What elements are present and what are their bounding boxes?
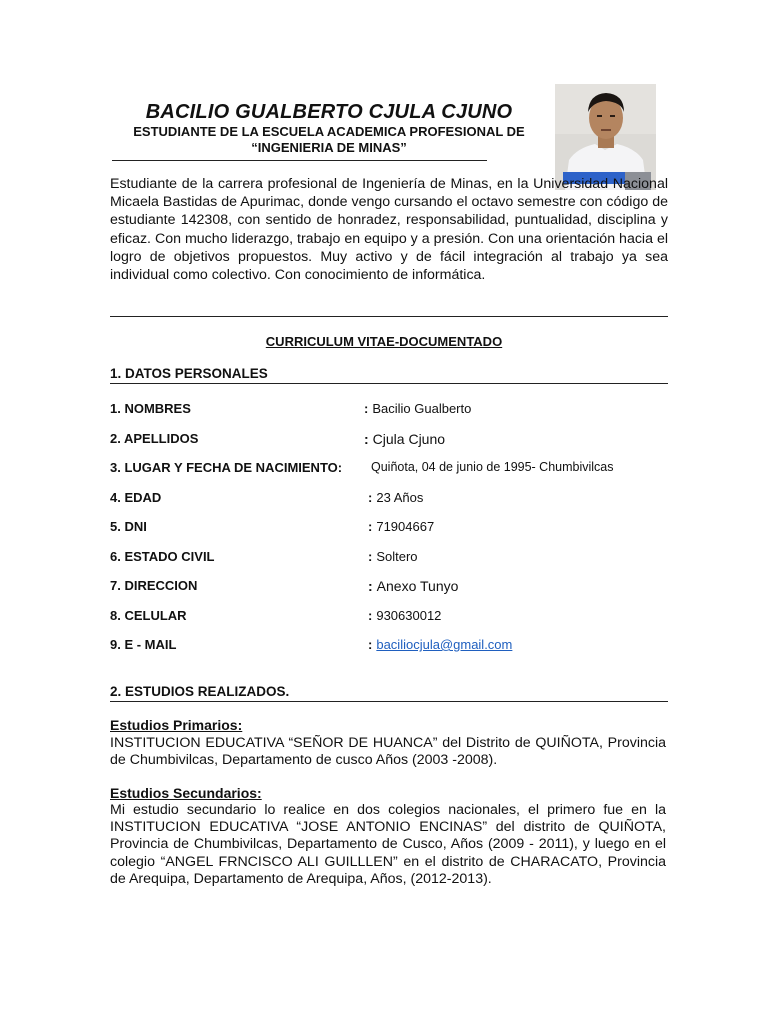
row-value: : 23 Años bbox=[368, 490, 424, 505]
personal-row-edad bbox=[110, 490, 670, 508]
email-link[interactable]: baciliocjula@gmail.com bbox=[376, 637, 513, 652]
primary-studies-heading: Estudios Primarios: bbox=[110, 717, 243, 733]
subtitle-line-2: “INGENIERIA DE MINAS” bbox=[251, 140, 407, 155]
personal-row-estado-civil bbox=[110, 549, 670, 567]
primary-studies-text: INSTITUCION EDUCATIVA “SEÑOR DE HUANCA” del Distrito de QUIÑOTA, Provincia de Chumbivilcas, Departamento de cusco Años (2003 -2008). bbox=[110, 735, 666, 769]
personal-row-apellidos bbox=[110, 431, 670, 449]
row-label: 3. LUGAR Y FECHA DE NACIMIENTO: bbox=[110, 460, 343, 475]
personal-row-nacimiento bbox=[110, 460, 670, 478]
row-label: 7. DIRECCION bbox=[110, 578, 198, 593]
row-value: : Bacilio Gualberto bbox=[364, 401, 472, 416]
candidate-subtitle bbox=[110, 124, 548, 156]
secondary-studies-text: Mi estudio secundario lo realice en dos colegios nacionales, el primero fue en la INSTITUCION EDUCATIVA “JOSE ANTONIO ENCINAS” del distrito de QUIÑOTA, Provincia de Chumbivilcas, Departamento de Cusco, Años (2009 - 2011), y luego en el colegio “ANGEL FRNCISCO ALI GUILLLEN” en el distrito de CHARACATO, Provincia de Arequipa, Departamento de Arequipa, Años, (2012-2013). bbox=[110, 802, 666, 887]
row-label: 5. DNI bbox=[110, 519, 147, 534]
secondary-studies-heading: Estudios Secundarios: bbox=[110, 785, 262, 801]
row-label: 6. ESTADO CIVIL bbox=[110, 549, 215, 564]
row-value: : 71904667 bbox=[368, 519, 435, 534]
row-label: 9. E - MAIL bbox=[110, 637, 177, 652]
row-value: : Soltero bbox=[368, 549, 418, 564]
cv-title: CURRICULUM VITAE-DOCUMENTADO bbox=[265, 334, 503, 349]
row-label: 2. APELLIDOS bbox=[110, 431, 199, 446]
personal-row-email bbox=[110, 637, 670, 655]
row-value: Quiñota, 04 de junio de 1995- Chumbivilcas bbox=[371, 460, 614, 474]
row-value: : 930630012 bbox=[368, 608, 442, 623]
section-heading-studies: 2. ESTUDIOS REALIZADOS. bbox=[110, 684, 668, 702]
row-value: : Cjula Cjuno bbox=[364, 431, 446, 447]
row-value: : Anexo Tunyo bbox=[368, 578, 459, 594]
personal-row-celular bbox=[110, 608, 670, 626]
row-value: : baciliocjula@gmail.com bbox=[368, 637, 513, 652]
section-heading-personal: 1. DATOS PERSONALES bbox=[110, 366, 668, 384]
row-label: 8. CELULAR bbox=[110, 608, 187, 623]
personal-row-nombres bbox=[110, 401, 670, 419]
subtitle-line-1: ESTUDIANTE DE LA ESCUELA ACADEMICA PROFESIONAL DE bbox=[133, 124, 525, 139]
row-label: 4. EDAD bbox=[110, 490, 162, 505]
intro-paragraph: Estudiante de la carrera profesional de Ingeniería de Minas, en la Universidad Nacional Micaela Bastidas de Apurimac, donde vengo cursando el octavo semestre con código de estudiante 142308, con sentido de honradez, responsabilidad, puntualidad, disciplina y eficaz. Con mucho liderazgo, trabajo en equipo y a presión. Con una orientación hacia el logro de objetivos propuestos. Muy activo y de fácil integración al trabajo ya sea individual como colectivo. Con conocimiento de informática. bbox=[110, 176, 668, 284]
personal-row-direccion bbox=[110, 578, 670, 596]
candidate-name: BACILIO GUALBERTO CJULA CJUNO bbox=[145, 101, 513, 123]
title-divider bbox=[112, 160, 487, 161]
intro-divider bbox=[110, 316, 668, 317]
row-label: 1. NOMBRES bbox=[110, 401, 191, 416]
personal-row-dni bbox=[110, 519, 670, 537]
